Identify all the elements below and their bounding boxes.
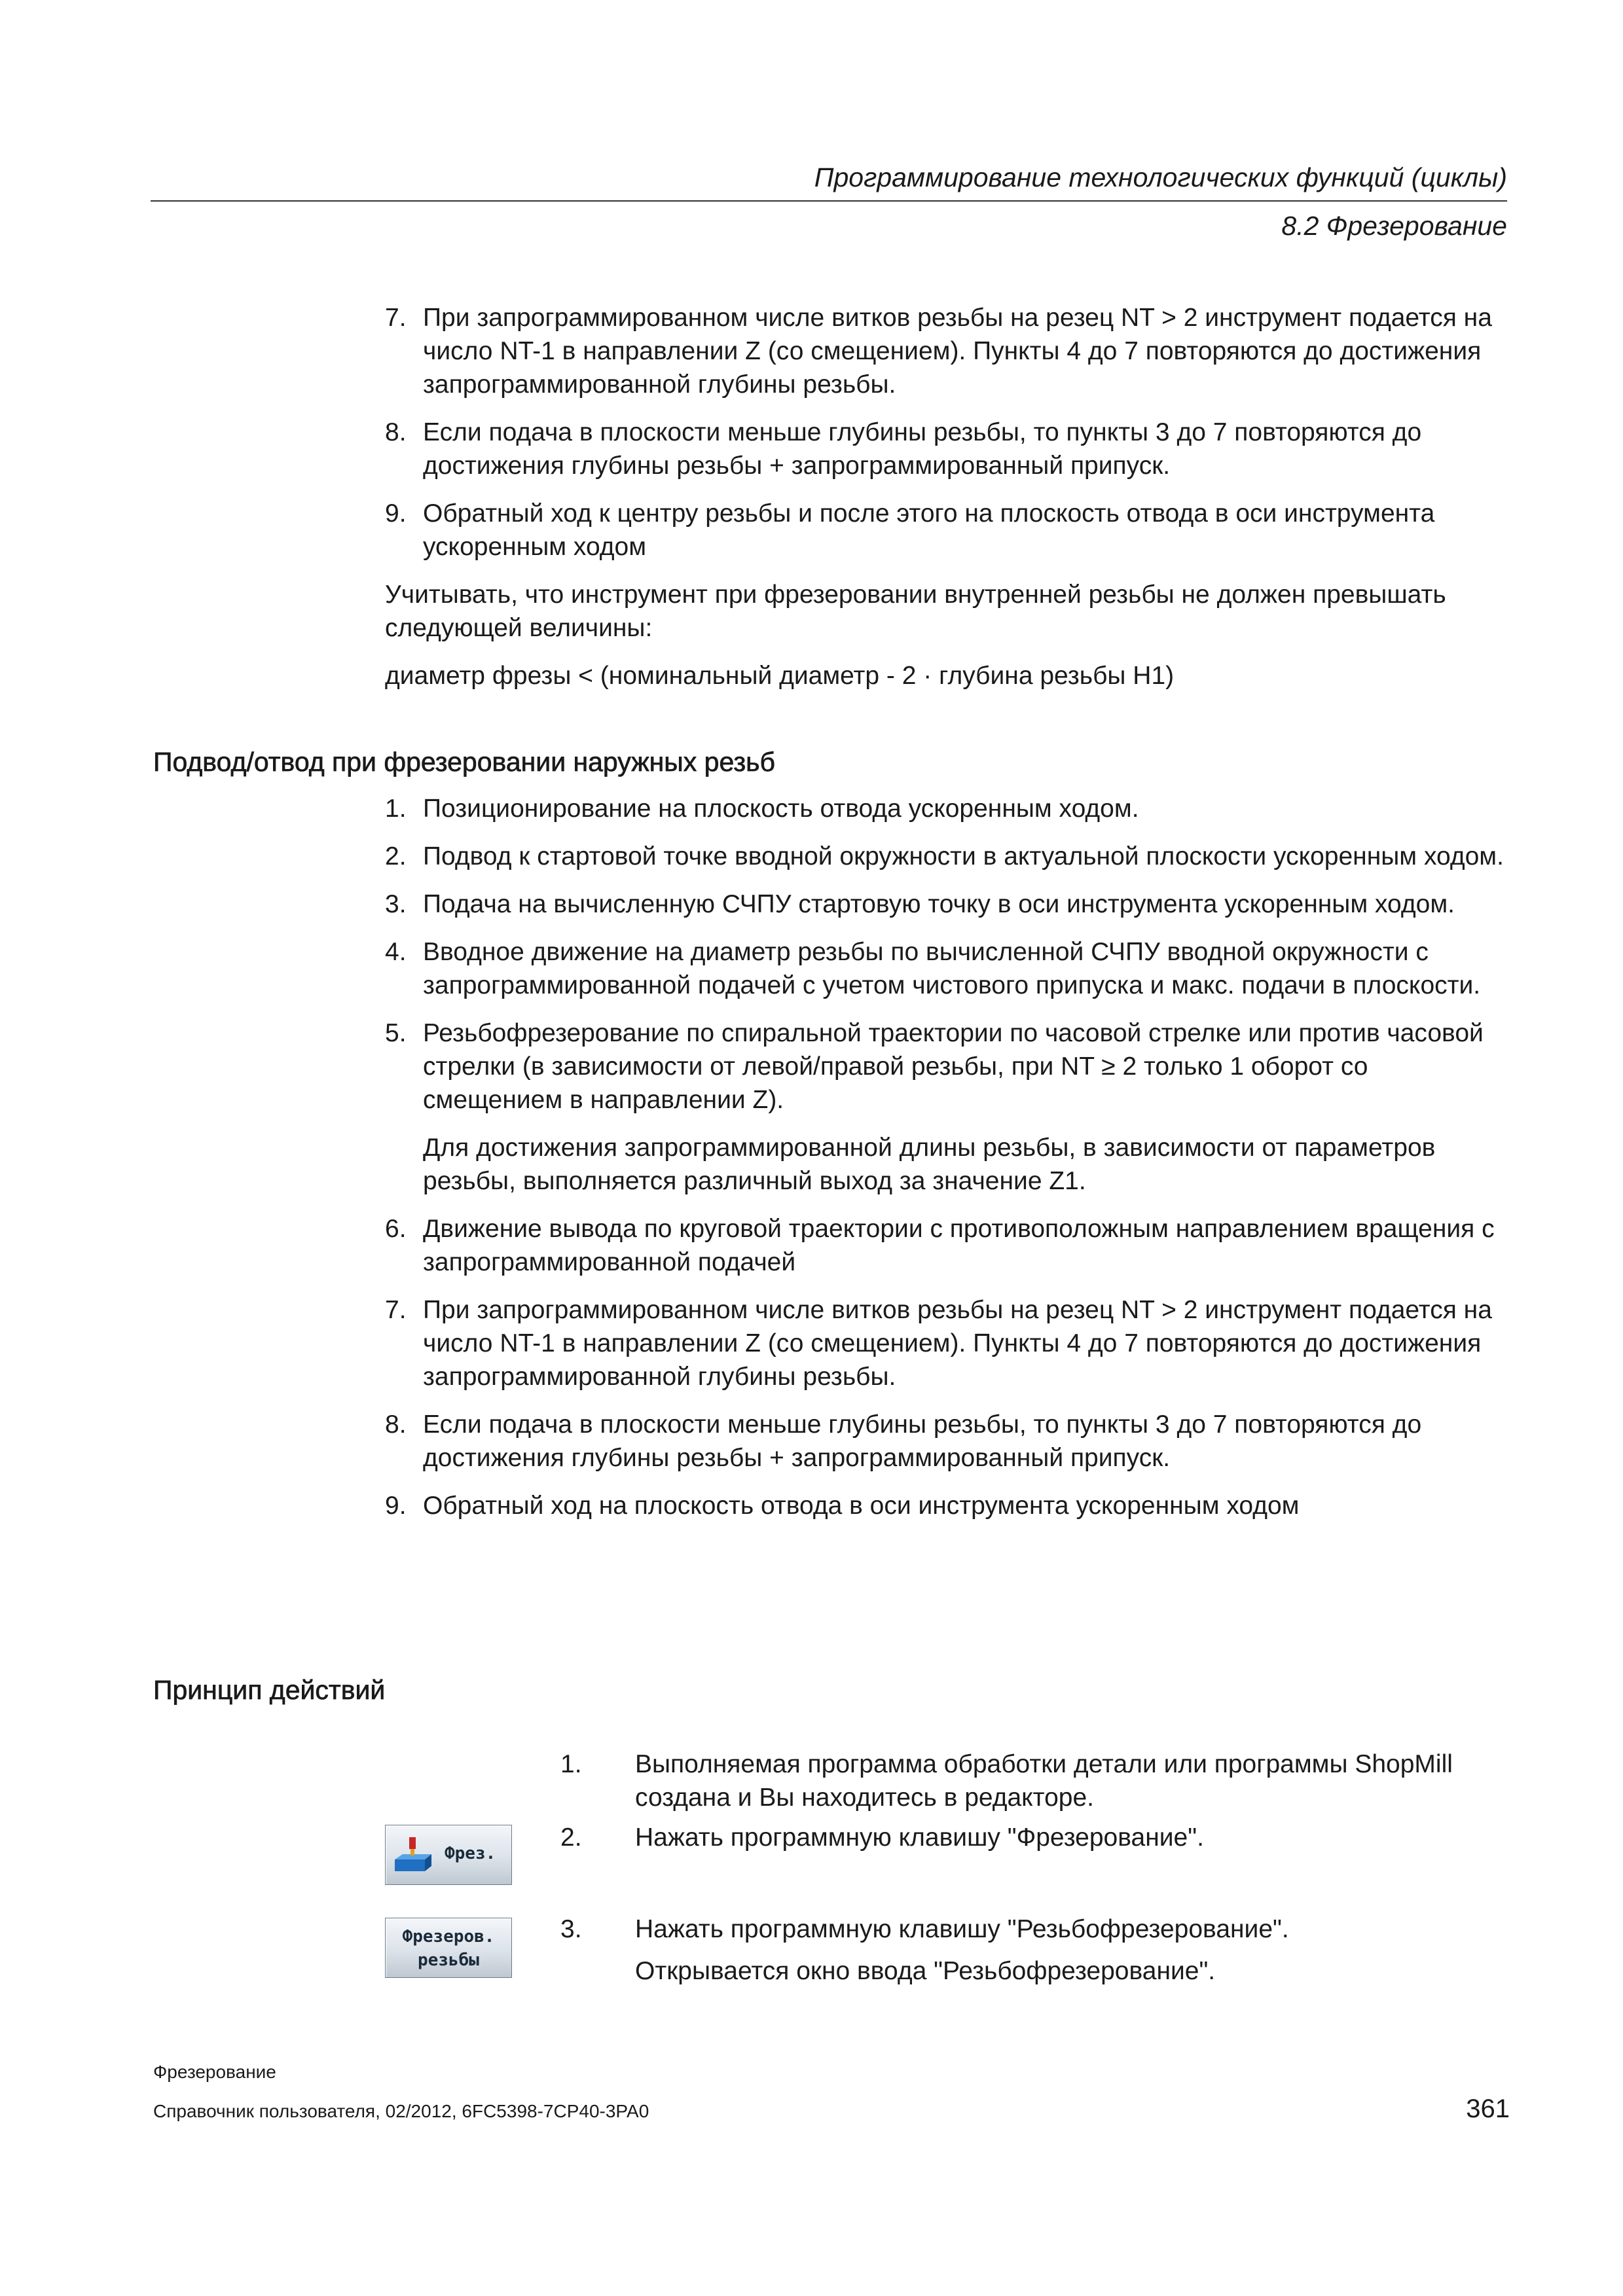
list-item: 6. Движение вывода по круговой траектории с противоположным направлением вращения с запрограммированной подачей [385,1215,1495,1276]
list-item: 5. Резьбофрезерование по спиральной траектории по часовой стрелке или против часовой стрелки (в зависимости от левой/правой резьбы, при NT ≥ 2 только 1 оборот со смещением в направлении Z). Для достижения запрограммированной длины резьбы, в зависимости от параметров резьбы, выполняется различный выход за значение Z1. [385,1016,1511,1198]
list-item: 8. Если подача в плоскости меньше глубины резьбы, то пункты 3 до 7 повторяются до достижения глубины резьбы + запрограммированный припуск. [385,1410,1422,1472]
section-title: 8.2 Фрезерование [1281,211,1507,241]
note-text: Учитывать, что инструмент при фрезеровании внутренней резьбы не должен превышать следующей величины: [385,581,1446,642]
page-footer [153,2060,1510,2123]
step-subtext: Для достижения запрограммированной длины резьбы, в зависимости от параметров резьбы, выполняется различный выход за значение Z1. [423,1134,1436,1195]
list-item: 2. Подвод к стартовой точке вводной окружности в актуальной плоскости ускоренным ходом. [385,842,1504,870]
external-steps-block [385,792,1511,1537]
section-heading-external: Подвод/отвод при фрезеровании наружных резьб [153,747,776,777]
chapter-title: Программирование технологических функций (циклы) [151,161,1507,202]
list-item: 4. Вводное движение на диаметр резьбы по вычисленной СЧПУ вводной окружности с запрограммированной подачей с учетом чистового припуска и макс. подачи в плоскости. [385,938,1481,999]
intro-steps-list [385,301,1511,564]
milling-cutter-icon [393,1836,434,1875]
milling-softkey[interactable] [385,1825,512,1885]
intro-block [385,301,1511,707]
footer-reference: Справочник пользователя, 02/2012, 6FC5398-7CP40-3PA0 [153,2101,649,2121]
thread-milling-label-line2: резьбы [418,1950,479,1970]
list-item: 9. Обратный ход на плоскость отвода в оси инструмента ускоренным ходом [385,1492,1300,1520]
footer-title: Фрезерование [153,2062,276,2082]
list-item: 9. Обратный ход к центру резьбы и после этого на плоскость отвода в оси инструмента ускоренным ходом [385,499,1435,561]
external-steps-list [385,792,1511,1522]
page-header [151,161,1507,242]
list-item: 7. При запрограммированном числе витков резьбы на резец NT > 2 инструмент подается на число NT-1 в направлении Z (со смещением). Пункты 4 до 7 повторяются до достижения запрограммированной глубины резьбы. [385,304,1492,399]
page-number: 361 [1466,2094,1510,2123]
thread-milling-label-line1: Фрезеров. [402,1927,495,1946]
list-item: 3. Подача на вычисленную СЧПУ стартовую точку в оси инструмента ускоренным ходом. [385,890,1455,918]
list-item: 1. Позиционирование на плоскость отвода ускоренным ходом. [385,795,1139,823]
section-heading-principle: Принцип действий [153,1675,386,1705]
list-item: 7. При запрограммированном числе витков резьбы на резец NT > 2 инструмент подается на число NT-1 в направлении Z (со смещением). Пункты 4 до 7 повторяются до достижения запрограммированной глубины резьбы. [385,1296,1492,1391]
milling-softkey-label: Фрез. [445,1844,496,1863]
formula-text: диаметр фрезы < (номинальный диаметр - 2 · глубина резьбы H1) [385,662,1175,690]
thread-milling-softkey[interactable] [385,1918,512,1978]
list-item: 8. Если подача в плоскости меньше глубины резьбы, то пункты 3 до 7 повторяются до достижения глубины резьбы + запрограммированный припуск. [385,418,1422,480]
